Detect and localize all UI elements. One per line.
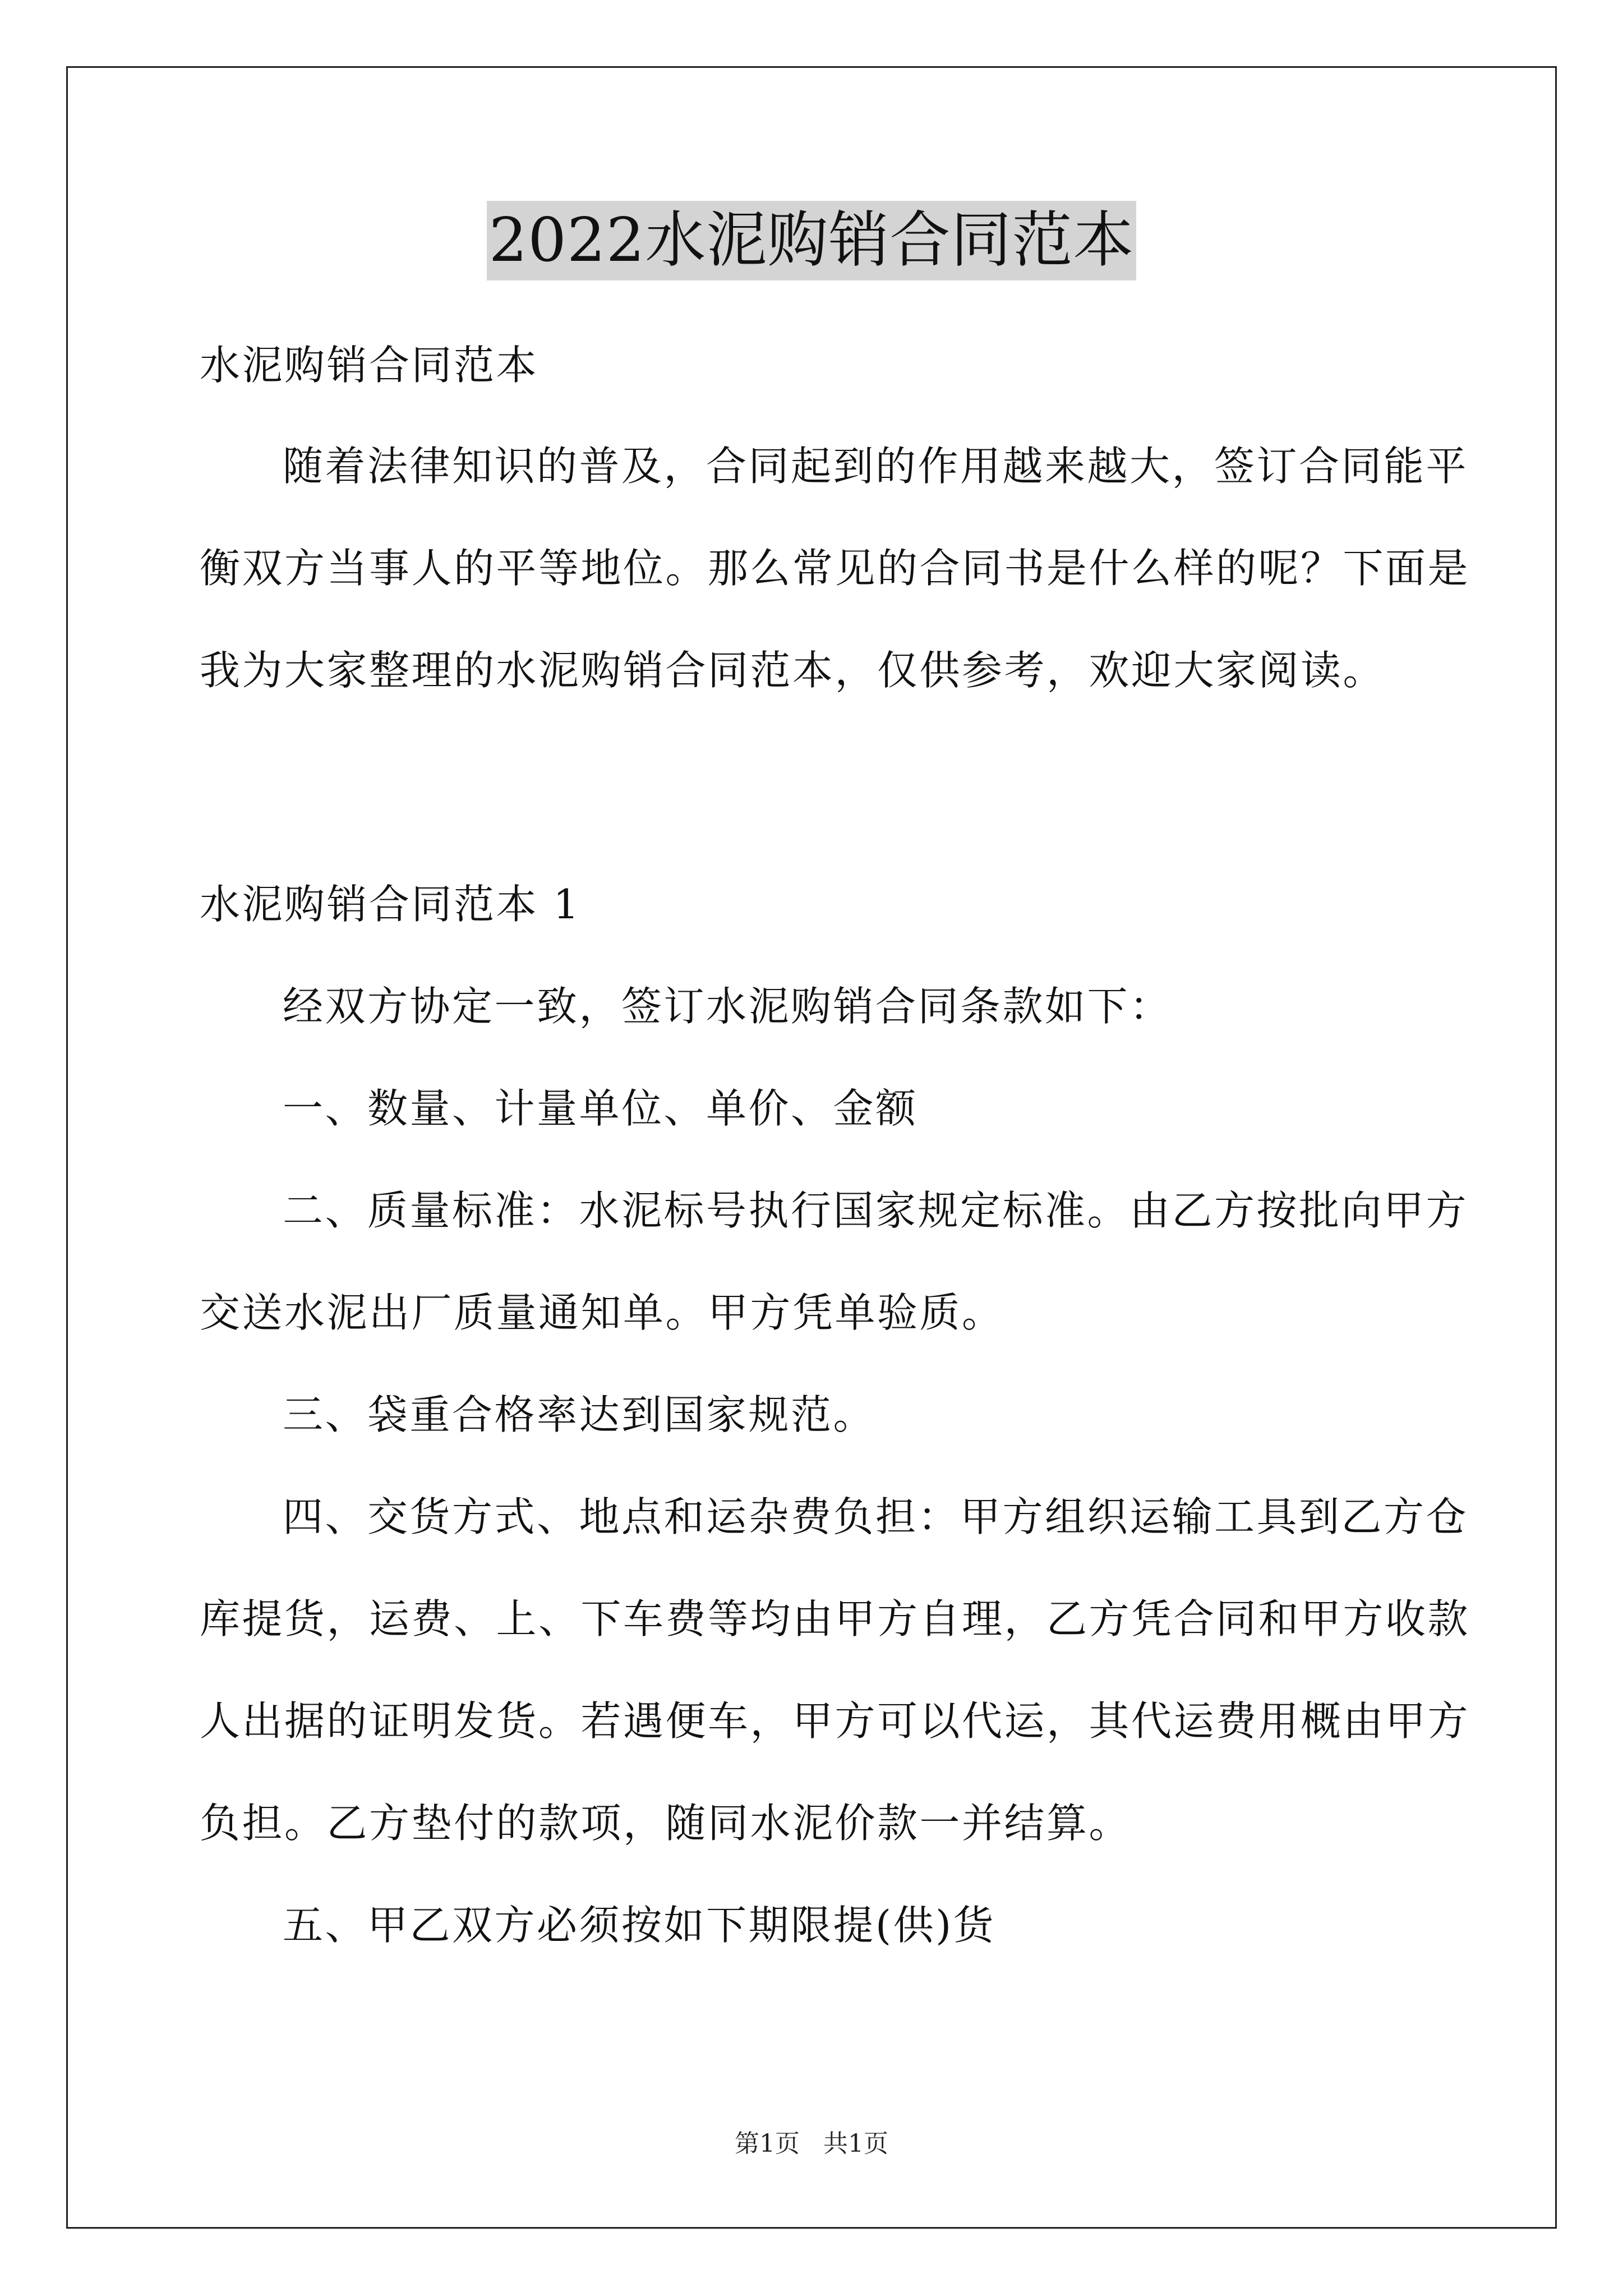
paragraph-line: 二、质量标准：水泥标号执行国家规定标准。由乙方按批向甲方 bbox=[283, 1187, 1469, 1234]
paragraph-line: 我为大家整理的水泥购销合同范本，仅供参考，欢迎大家阅读。 bbox=[200, 647, 1386, 694]
paragraph-line: 经双方协定一致，签订水泥购销合同条款如下： bbox=[283, 983, 1172, 1030]
page-number: 第1页 bbox=[735, 2129, 800, 2158]
paragraph-line: 库提货，运费、上、下车费等均由甲方自理，乙方凭合同和甲方收款 bbox=[200, 1595, 1470, 1642]
paragraph-line: 负担。乙方垫付的款项，随同水泥价款一并结算。 bbox=[200, 1800, 1132, 1847]
paragraph-line: 衡双方当事人的平等地位。那么常见的合同书是什么样的呢？下面是 bbox=[200, 545, 1470, 592]
section-heading: 水泥购销合同范本 bbox=[200, 342, 539, 389]
paragraph-line: 人出据的证明发货。若遇便车，甲方可以代运，其代运费用概由甲方 bbox=[200, 1697, 1470, 1745]
paragraph-line: 三、袋重合格率达到国家规范。 bbox=[283, 1391, 876, 1438]
page-total: 共1页 bbox=[823, 2129, 888, 2158]
paragraph-line: 五、甲乙双方必须按如下期限提(供)货 bbox=[283, 1902, 996, 1949]
paragraph-line: 随着法律知识的普及，合同起到的作用越来越大，签订合同能平 bbox=[283, 443, 1469, 490]
paragraph-line: 一、数量、计量单位、单价、金额 bbox=[283, 1085, 918, 1132]
section-heading: 水泥购销合同范本 1 bbox=[200, 881, 581, 928]
title-container bbox=[0, 201, 1623, 280]
paragraph-line: 交送水泥出厂质量通知单。甲方凭单验质。 bbox=[200, 1289, 1004, 1336]
page-footer bbox=[0, 2127, 1623, 2161]
paragraph-line: 四、交货方式、地点和运杂费负担：甲方组织运输工具到乙方仓 bbox=[283, 1493, 1469, 1540]
document-title: 2022水泥购销合同范本 bbox=[487, 201, 1137, 280]
